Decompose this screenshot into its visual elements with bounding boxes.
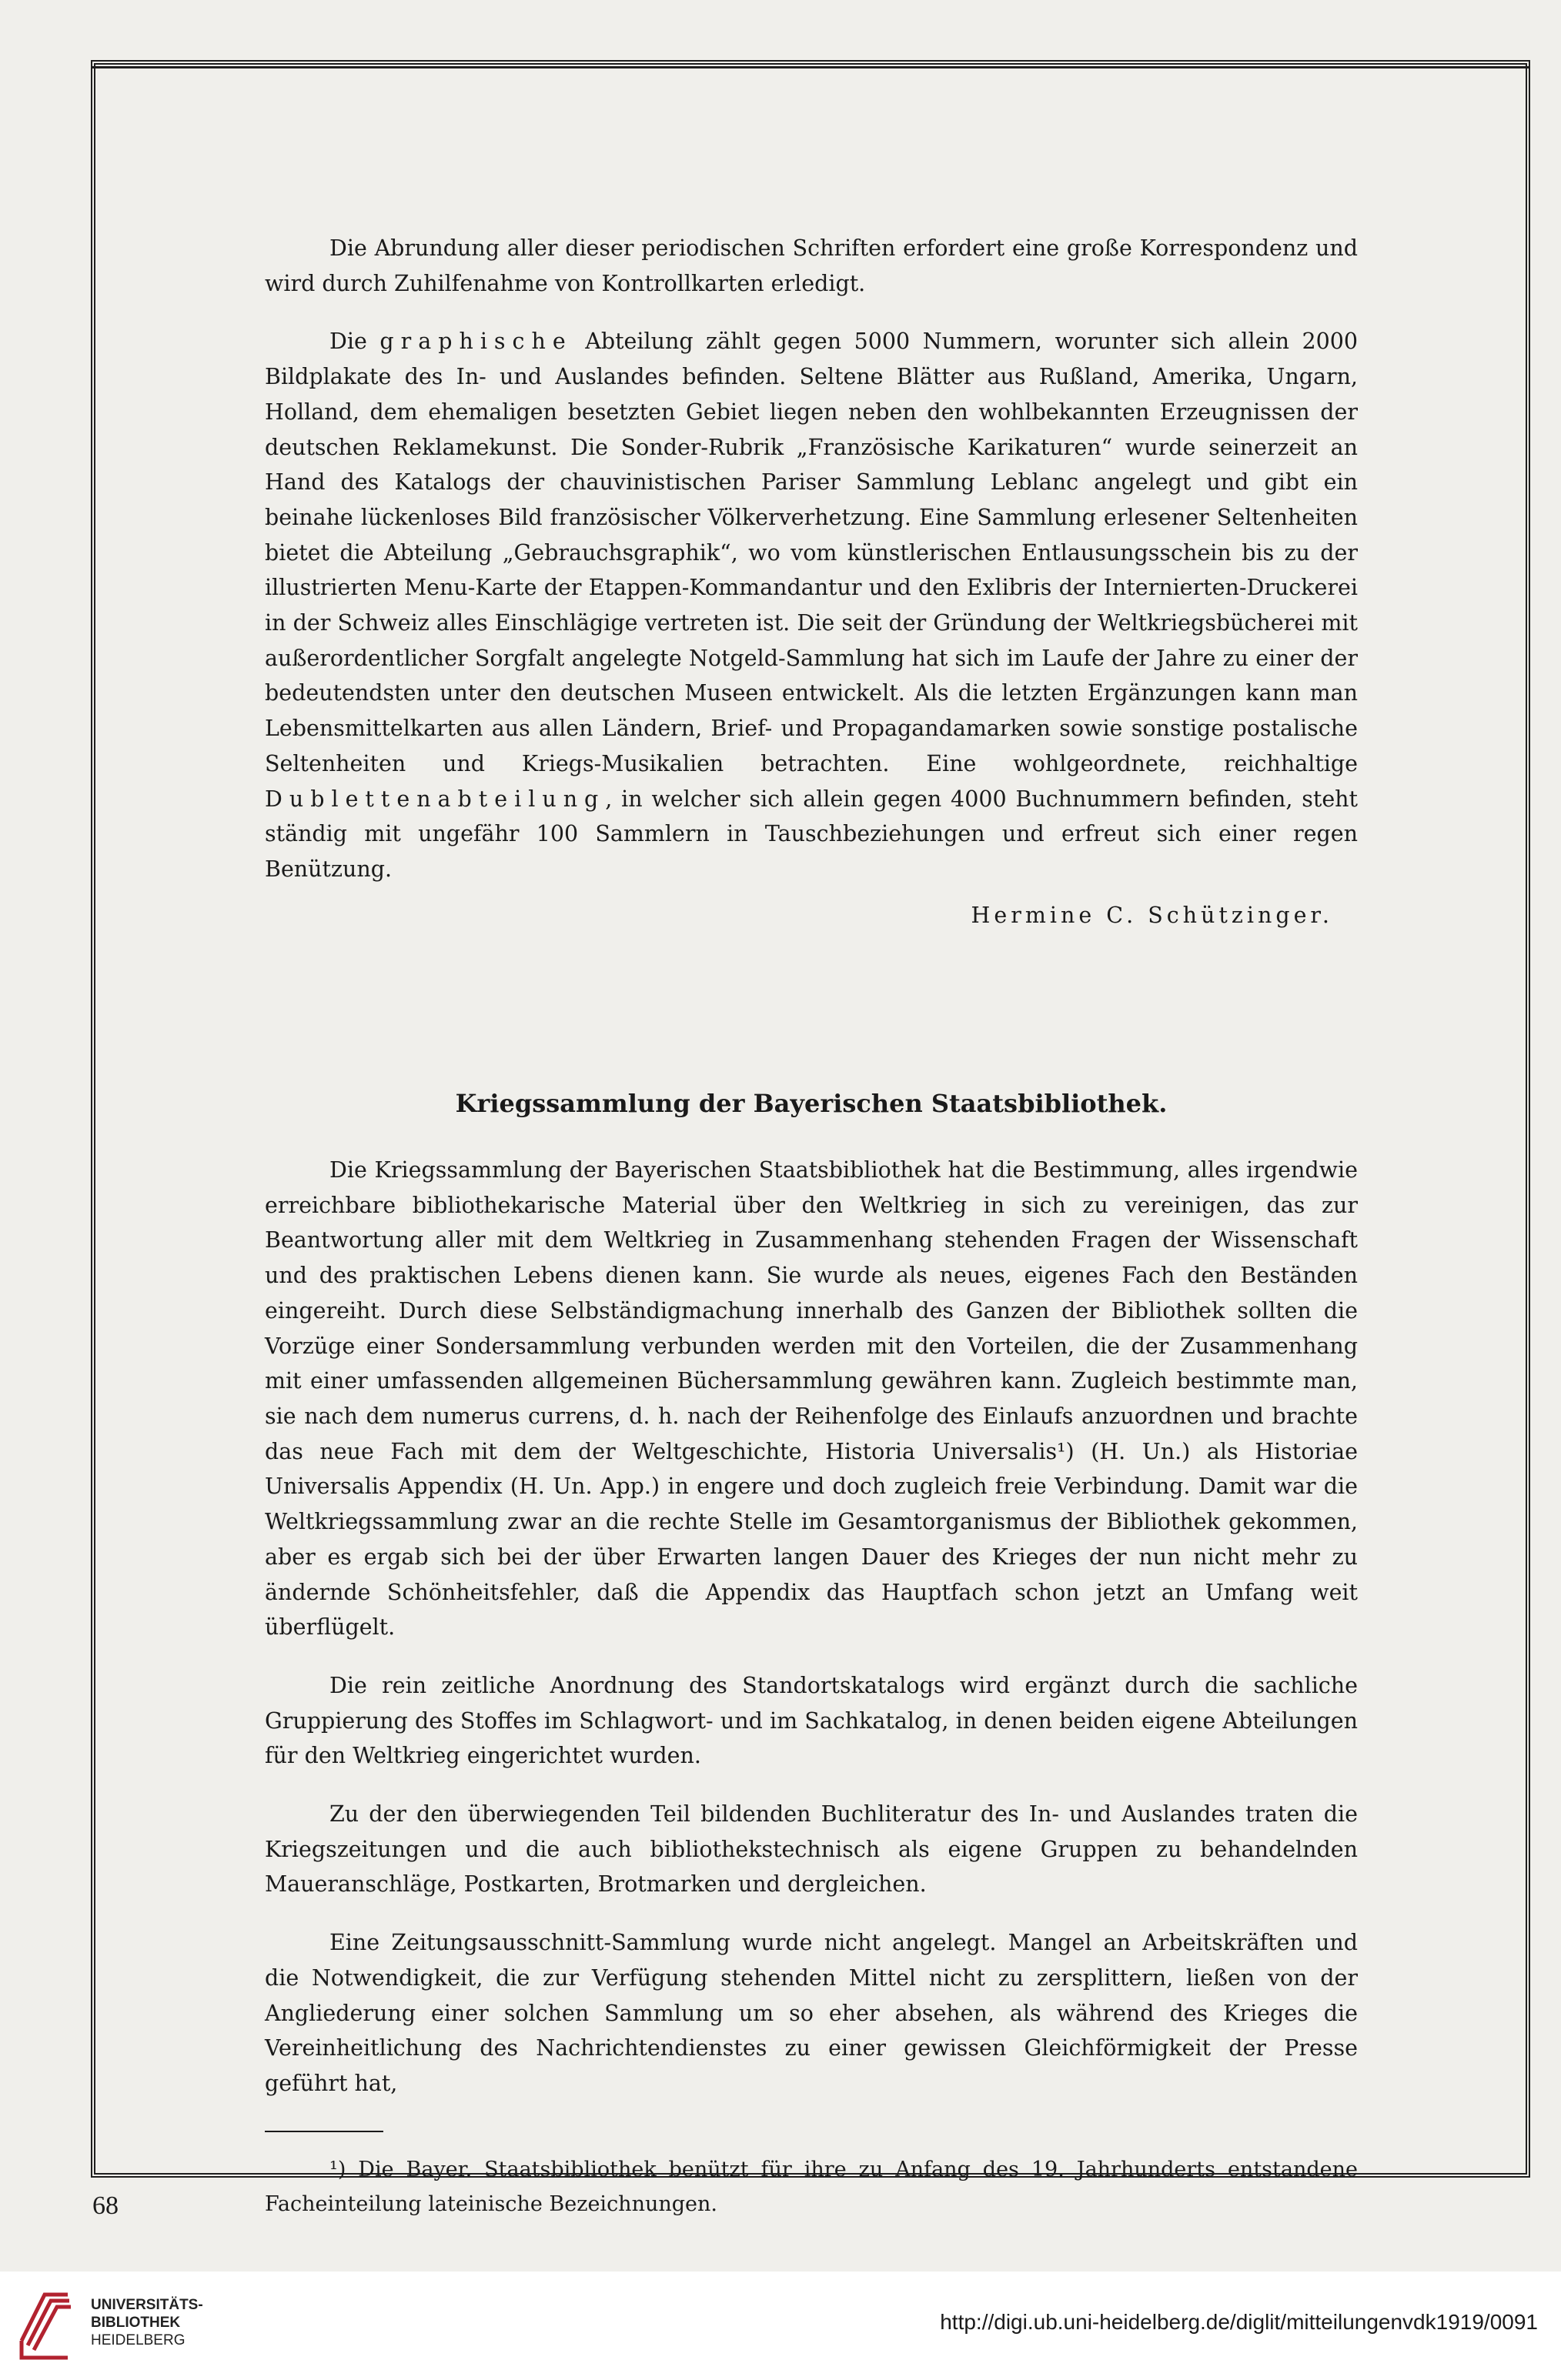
author-signature: Hermine C. Schützinger. bbox=[971, 902, 1333, 928]
library-name-line2: BIBLIOTHEK bbox=[91, 2315, 181, 2331]
paragraph-3: Die Kriegssammlung der Bayerischen Staatsbibliothek hat die Bestimmung, alles irgendwie erreichbare bibliothekarische Material über den Weltkrieg in sich zu vereinigen, das zur Beantwortung aller mit dem Weltkrieg in Zusammenhang stehenden Fragen der Wissenschaft und des praktischen Lebens dienen kann. Sie wurde als neues, eigenes Fach den Beständen eingereiht. Durch diese Selbständigmachung innerhalb des Ganzen der Bibliothek sollten die Vorzüge einer Sondersammlung verbunden werden mit den Vorteilen, die der Zusammenhang mit einer umfassenden allgemeinen Büchersammlung gewähren kann. Zugleich bestimmte man, sie nach dem numerus currens, d. h. nach der Reihenfolge des Einlaufs anzuordnen und brachte das neue Fach mit dem der Weltgeschichte, Historia Universalis¹) (H. Un.) als Historiae Universalis Appendix (H. Un. App.) in engere und doch zugleich freie Verbindung. Damit war die Weltkriegssammlung zwar an die rechte Stelle im Gesamtorganismus der Bibliothek gekommen, aber es ergab sich bei der über Erwarten langen Dauer des Krieges der nun nicht mehr zu ändernde Schönheitsfehler, daß die Appendix das Hauptfach schon jetzt an Umfang weit überflügelt. bbox=[265, 1157, 1358, 1641]
spaced-word-graphische: graphische bbox=[379, 329, 573, 355]
spaced-word-dublettenabteilung: Dublettenabteilung bbox=[265, 786, 606, 812]
paragraph-1: Die Abrundung aller dieser periodischen Schriften erfordert eine große Korrespondenz und wird durch Zuhilfenahme von Kontrollkarten erledigt. bbox=[265, 235, 1358, 296]
footnote: ¹) Die Bayer. Staatsbibliothek benützt für ihre zu Anfang des 19. Jahrhunderts entstandene Facheinteilung lateinische Bezeichnungen. bbox=[265, 2157, 1358, 2216]
paragraph-5: Zu der den überwiegenden Teil bildenden Buchliteratur des In- und Auslandes traten die Kriegszeitungen und die auch bibliothekstechnisch als eigene Gruppen zu behandelnden Maueranschläge, Postkarten, Brotmarken und dergleichen. bbox=[265, 1801, 1358, 1898]
paragraph-2-end: , in welcher sich allein gegen 4000 Buchnummern befinden, steht ständig mit ungefähr 100 Sammlern in Tauschbeziehungen und erfreut sich einer regen Benützung. bbox=[265, 786, 1358, 882]
library-name-line1: UNIVERSITÄTS- bbox=[91, 2297, 203, 2313]
paragraph-2 bbox=[265, 324, 1358, 886]
library-name-line3: HEIDELBERG bbox=[91, 2332, 186, 2348]
library-name[interactable] bbox=[91, 2296, 203, 2349]
section-heading: Kriegssammlung der Bayerischen Staatsbibliothek. bbox=[455, 1089, 1168, 1119]
page-border-top-rule bbox=[91, 66, 1530, 68]
paragraph-6: Eine Zeitungsausschnitt-Sammlung wurde nicht angelegt. Mangel an Arbeitskräften und die Notwendigkeit, die zur Verfügung stehenden Mittel nicht zu zersplittern, ließen von der Angliederung einer solchen Sammlung um so eher absehen, als während des Krieges die Vereinheitlichung des Nachrichtendienstes zu einer gewissen Gleichförmigkeit der Presse geführt hat, bbox=[265, 1930, 1358, 2096]
page-number: 68 bbox=[92, 2191, 119, 2220]
ub-heidelberg-logo-icon[interactable] bbox=[14, 2287, 77, 2362]
source-url-link[interactable]: http://digi.ub.uni-heidelberg.de/diglit/mitteilungenvdk1919/0091 bbox=[940, 2310, 1538, 2334]
paragraph-2-middle: Abteilung zählt gegen 5000 Nummern, worunter sich allein 2000 Bildplakate des In- und Auslandes befinden. Seltene Blätter aus Rußland, Amerika, Ungarn, Holland, dem ehemaligen besetzten Gebiet liegen neben den wohlbekannten Erzeugnissen der deutschen Reklamekunst. Die Sonder-Rubrik „Französische Karikaturen“ wurde seinerzeit an Hand des Katalogs der chauvinistischen Pariser Sammlung Leblanc angelegt und gibt ein beinahe lückenloses Bild französischer Völkerverhetzung. Eine Sammlung erlesener Seltenheiten bietet die Abteilung „Gebrauchsgraphik“, wo vom künstlerischen Entlausungsschein bis zu der illustrierten Menu-Karte der Etappen-Kommandantur und den Exlibris der Internierten-Druckerei in der Schweiz alles Einschlägige vertreten ist. Die seit der Gründung der Weltkriegsbücherei mit außerordentlicher Sorgfalt angelegte Notgeld-Sammlung hat sich im Laufe der Jahre zu einer der bedeutendsten unter den deutschen Museen entwickelt. Als die letzten Ergänzungen kann man Lebensmittelkarten aus allen Ländern, Brief- und Propagandamarken sowie sonstige postalische Seltenheiten und Kriegs-Musikalien betrachten. Eine wohlgeordnete, reichhaltige bbox=[265, 329, 1359, 776]
paragraph-4: Die rein zeitliche Anordnung des Standortskatalogs wird ergänzt durch die sachliche Gruppierung des Stoffes im Schlagwort- und im Sachkatalog, in denen beiden eigene Abteilungen für den Weltkrieg eingerichtet wurden. bbox=[265, 1672, 1358, 1769]
paragraph-2-start: Die bbox=[329, 329, 380, 355]
viewer-footer bbox=[0, 2272, 1561, 2380]
footnote-rule bbox=[265, 2131, 383, 2132]
page-content bbox=[265, 231, 1358, 2221]
